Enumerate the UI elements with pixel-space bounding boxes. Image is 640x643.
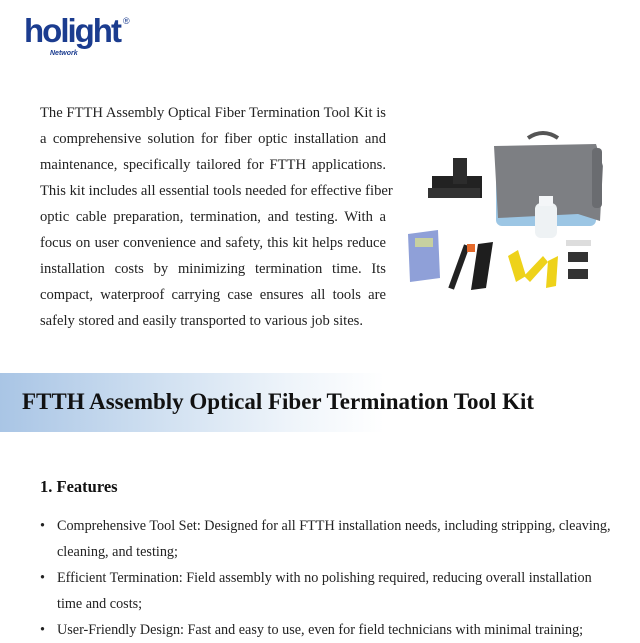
features-list	[0, 513, 617, 643]
logo-subtitle: Network	[50, 50, 78, 57]
intro-line: safely stored and easily transported to various job sites.	[40, 313, 364, 329]
bullet: •	[40, 570, 45, 586]
feature-text: User-Friendly Design: Fast and easy to use, even for field technicians with minimal training;	[57, 622, 584, 638]
feature-text: Efficient Termination: Field assembly with no polishing required, reducing overall installation time and costs;	[57, 570, 592, 612]
logo-wordmark: holight	[24, 12, 120, 49]
intro-line: installation costs by minimizing termination time. Its	[40, 261, 386, 277]
intro-line: optic cable preparation, termination, and testing. With a	[40, 209, 386, 225]
features-heading: 1. Features	[40, 477, 118, 496]
title-banner	[0, 373, 640, 432]
intro-paragraph	[40, 100, 393, 334]
intro-line: This kit includes all essential tools needed for effective fiber	[40, 183, 393, 199]
intro-line: compact, waterproof carrying case ensures all tools are	[40, 287, 386, 303]
product-title: FTTH Assembly Optical Fiber Termination Tool Kit	[22, 389, 535, 414]
intro-line: The FTTH Assembly Optical Fiber Termination Tool Kit is	[40, 105, 386, 121]
feature-item	[0, 565, 617, 617]
tool-kit-product-image	[398, 126, 613, 298]
logo-row	[24, 14, 154, 48]
intro-line: maintenance, specifically tailored for FTTH applications.	[40, 157, 386, 173]
bullet: •	[40, 622, 45, 638]
logo-registered-mark: ®	[122, 16, 130, 26]
holight-logo	[24, 14, 154, 58]
intro-line: focus on user convenience and safety, this kit helps reduce	[40, 235, 386, 251]
feature-item	[0, 617, 617, 643]
feature-text: Comprehensive Tool Set: Designed for all FTTH installation needs, including stripping, cleaving, cleaning, and testing;	[57, 518, 611, 560]
feature-item	[0, 513, 617, 565]
bullet: •	[40, 518, 45, 534]
intro-line: a comprehensive solution for fiber optic installation and	[40, 131, 386, 147]
